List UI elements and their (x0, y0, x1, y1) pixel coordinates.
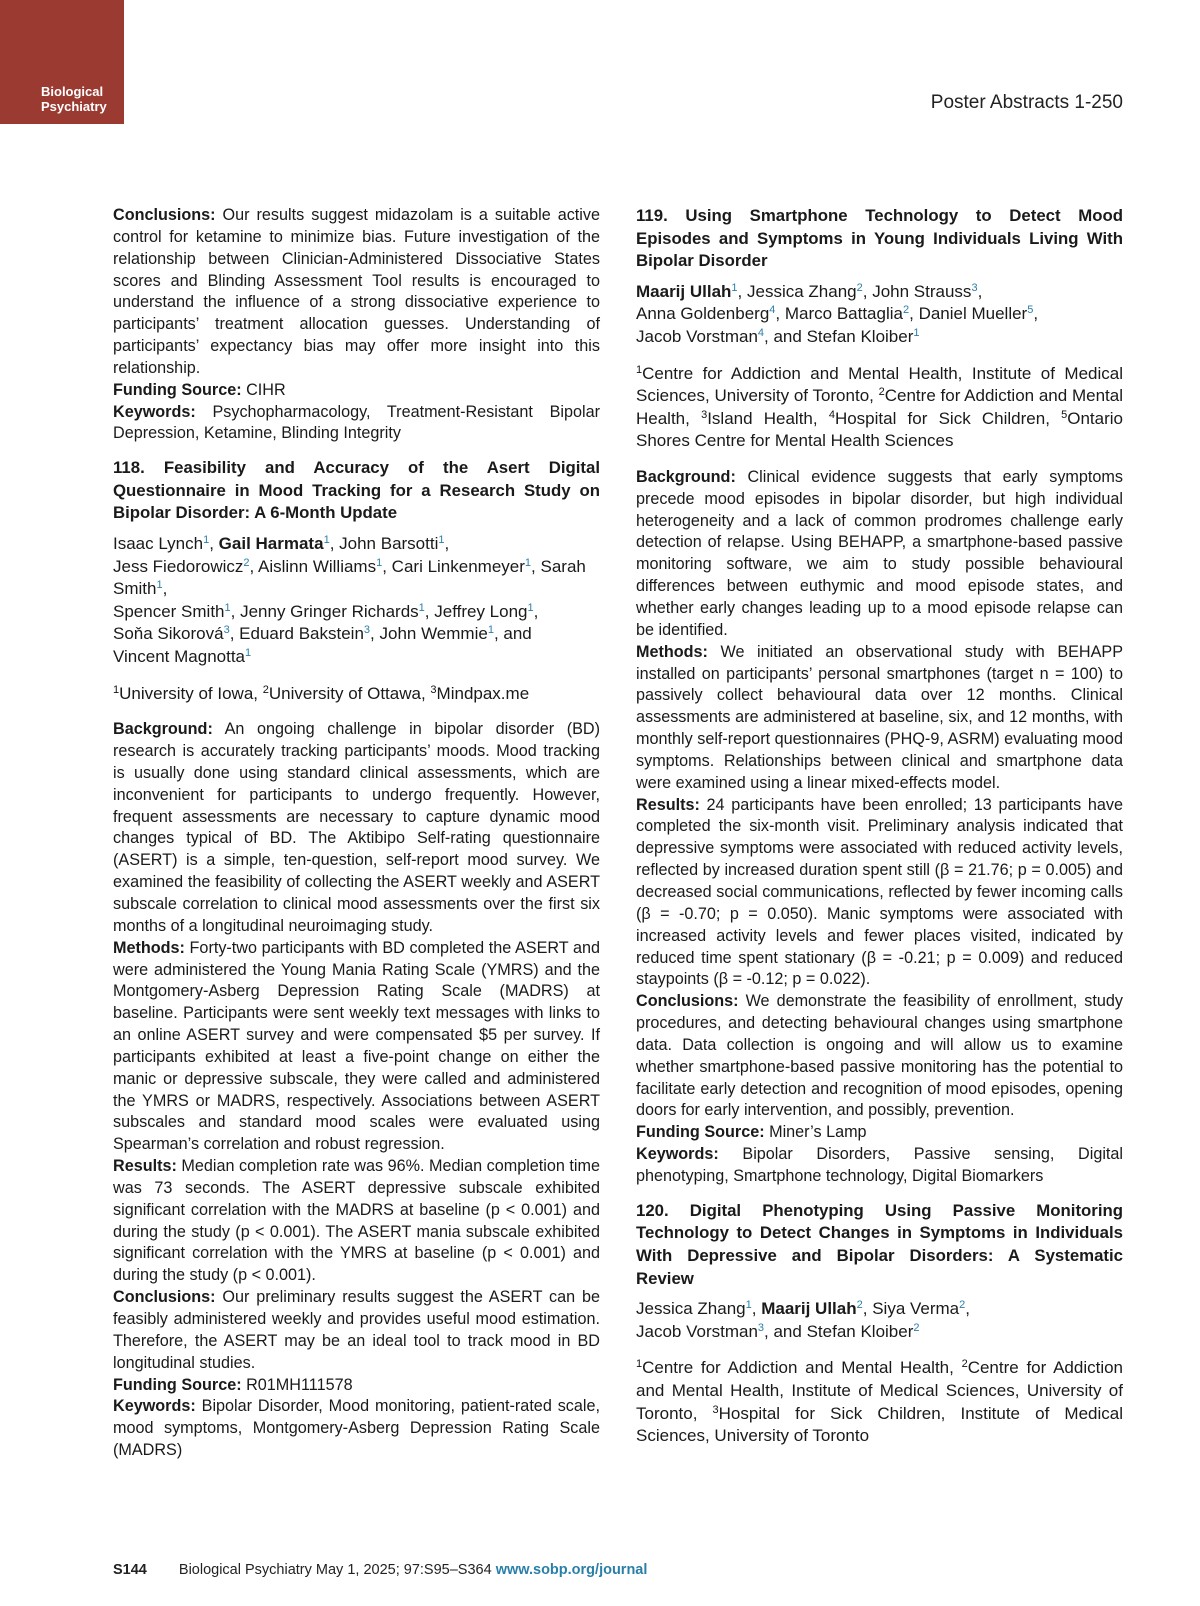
author-name: Vincent Magnotta (113, 647, 245, 667)
author-name: Cari Linkenmeyer (391, 556, 525, 576)
abstract-118-affiliations (113, 683, 600, 706)
author-separator: , and (764, 1321, 807, 1341)
prev-keywords: Keywords: Psychopharmacology, Treatment-Resistant Bipolar Depression, Ketamine, Blinding Integrity (113, 402, 600, 443)
affiliation-marker: 1 (636, 1358, 643, 1371)
abstract-118-keywords: Keywords: Bipolar Disorder, Mood monitoring, patient-rated scale, mood symptoms, Montgomery-Asberg Depression Rating Scale (MADRS) (113, 1397, 600, 1460)
author-separator: , (162, 579, 168, 599)
abstract-119-authors (636, 281, 1123, 349)
author-name: Jacob Vorstman (636, 326, 758, 346)
page-footer (113, 1562, 647, 1578)
author-affiliation-marker: 1 (156, 579, 163, 592)
author-affiliation-marker: 1 (745, 1299, 752, 1312)
affiliation-marker: 3 (430, 683, 437, 696)
affiliation-marker: 3 (701, 408, 708, 421)
author-affiliation-marker: 1 (524, 556, 532, 569)
author-affiliation-marker: 1 (224, 601, 231, 614)
journal-logo-line2: Psychiatry (41, 99, 107, 114)
author-affiliation-marker: 3 (971, 281, 978, 294)
affiliation-marker: 2 (878, 386, 885, 399)
author-affiliation-marker: 2 (856, 1299, 863, 1312)
author-name: Maarij Ullah (761, 1299, 857, 1319)
author-name: Stefan Kloiber (806, 1321, 914, 1341)
author-name: Jessica Zhang (636, 1299, 746, 1319)
abstract-118-results: Results: Median completion rate was 96%. Median completion time was 73 seconds. The ASERT depressive subscale exhibited significant correlation with the MADRS at baseline (p < 0.001) and during the study (p < 0.001). The ASERT mania subscale exhibited significant correlation with the YMRS at baseline (p < 0.001) and during the study (p < 0.001). (113, 1157, 600, 1285)
journal-citation: Biological Psychiatry May 1, 2025; 97:S95–S364 (178, 1562, 492, 1578)
author-name: Stefan Kloiber (806, 326, 914, 346)
author-name: Marco Battaglia (784, 304, 903, 324)
abstract-119-funding: Funding Source: Miner’s Lamp (636, 1123, 867, 1142)
author-affiliation-marker: 2 (856, 281, 863, 294)
author-name: Eduard Bakstein (239, 624, 364, 644)
author-name: Jessica Zhang (747, 281, 857, 301)
author-affiliation-marker: 1 (438, 534, 445, 547)
author-name: Jenny Gringer Richards (240, 601, 419, 621)
affiliation-marker: 3 (712, 1403, 719, 1416)
author-affiliation-marker: 5 (1027, 304, 1034, 317)
author-affiliation-marker: 3 (223, 624, 230, 637)
author-name: Anna Goldenberg (636, 304, 770, 324)
abstract-119-title: 119. Using Smartphone Technology to Detect Mood Episodes and Symptoms in Young Individuals Living With Bipolar Disorder (636, 206, 1123, 271)
author-separator: , (531, 556, 541, 576)
author-name: Daniel Mueller (918, 304, 1028, 324)
affiliation-marker: 1 (636, 363, 643, 376)
abstract-118-authors (113, 533, 600, 669)
author-affiliation-marker: 1 (418, 601, 425, 614)
author-affiliation-marker: 2 (243, 556, 250, 569)
abstract-118-funding: Funding Source: R01MH111578 (113, 1375, 353, 1394)
journal-link[interactable]: www.sobp.org/journal (495, 1562, 648, 1578)
author-affiliation-marker: 2 (913, 1321, 920, 1334)
author-name: John Barsotti (339, 534, 439, 554)
author-affiliation-marker: 4 (769, 304, 776, 317)
author-affiliation-marker: 1 (376, 556, 383, 569)
abstract-120-title: 120. Digital Phenotyping Using Passive Monitoring Technology to Detect Changes in Symptoms in Individuals With Depressive and Bipolar Disorders: A Systematic Review (636, 1200, 1123, 1288)
abstract-118-background: Background: An ongoing challenge in bipolar disorder (BD) research is accurately tracking participants’ moods. Mood tracking is usually done using standard clinical assessments, which are inconvenient for participants to undergo frequently. However, frequent assessments are necessary to capture dynamic mood changes typical of BD. The Aktibipo Self-rating questionnaire (ASERT) is a simple, ten-question, self-report mood survey. We examined the feasibility of collecting the ASERT weekly and ASERT subscale correlation to clinical mood assessments over the first six months of a longitudinal neuroimaging study. (113, 720, 600, 935)
affiliation-text: Ontario Shores Centre for Mental Health Sciences (636, 408, 1123, 451)
author-separator: , (862, 281, 873, 301)
affiliation-marker: 5 (1061, 408, 1068, 421)
right-column (636, 205, 1123, 1448)
affiliation-text: Centre for Addiction and Mental Health, Institute of Medical Sciences, University of Toronto, (636, 1358, 1124, 1423)
author-name: Jeffrey Long (434, 601, 528, 621)
author-affiliation-marker: 1 (913, 326, 920, 339)
author-affiliation-marker: 3 (363, 624, 371, 637)
affiliation-text: Mindpax.me (436, 683, 530, 703)
abstract-118-methods: Methods: Forty-two participants with BD completed the ASERT and were administered the Young Mania Rating Scale (YMRS) and the Montgomery-Asberg Depression Rating Scale (MADRS) at baseline. Participants were sent weekly text messages with links to an online ASERT survey and were compensated $5 per survey. If participants exhibited at least a five-point change on either the manic or depressive subscale, they were called and administered the YMRS or MADRS, respectively. Associations between ASERT subscales and standard mood scales were evaluated using Spearman’s correlation and robust regression. (113, 938, 600, 1154)
author-name: Sarah Smith (113, 556, 586, 599)
affiliation-text: Island Health, (707, 408, 829, 428)
abstract-119-conclusions: Conclusions: We demonstrate the feasibility of enrollment, study procedures, and detecting behavioural changes using smartphone data. Data collection is ongoing and will allow us to examine whether smartphone-based passive monitoring has the potential to facilitate early detection and recognition of mood episodes, opening doors for early intervention, and possibly, prevention. (636, 992, 1123, 1120)
abstract-119-results: Results: 24 participants have been enrolled; 13 participants have completed the six-month visit. Preliminary analysis indicated that depressive symptoms were associated with reduced activity levels, reflected by increased duration spent still (β = 21.76; p = 0.005) and decreased social communications, reflected by fewer incoming calls (β = -0.70; p = 0.050). Manic symptoms were associated with increased activity levels and fewer places visited, indicated by reduced time spent stationary (β = -0.21; p = 0.009) and reduced staypoints (β = -0.12; p = 0.022). (636, 795, 1123, 989)
page-number: S144 (113, 1562, 147, 1578)
section-title: Poster Abstracts 1-250 (930, 92, 1123, 113)
author-name: Siya Verma (872, 1299, 960, 1319)
author-affiliation-marker: 4 (757, 326, 765, 339)
abstract-119-background: Background: Clinical evidence suggests that early symptoms precede mood episodes in bipolar disorder, but high individual heterogeneity and a lack of common prodromes challenge early detection of relapse. Using BEHAPP, a smartphone-based passive monitoring software, we aim to study possible behavioural differences between euthymic and mood episode states, and whether early changes leading up to a mood episode relapse can be identified. (636, 467, 1123, 639)
journal-logo-line1: Biological (41, 84, 104, 99)
author-separator: , (444, 534, 450, 554)
author-affiliation-marker: 2 (902, 304, 910, 317)
author-affiliation-marker: 1 (323, 534, 330, 547)
affiliation-text: Centre for Addiction and Mental Health, Institute of Medical Sciences, University of Toronto, (636, 363, 1123, 406)
author-separator: , (965, 1299, 970, 1319)
author-name: John Wemmie (379, 624, 488, 644)
author-name: Isaac Lynch (113, 534, 204, 554)
author-separator: , (533, 601, 539, 621)
affiliation-text: University of Iowa, (119, 683, 263, 703)
abstract-118-conclusions: Conclusions: Our preliminary results suggest the ASERT can be feasibly administered weekly and provides useful mood estimation. Therefore, the ASERT may be an ideal tool to track mood in BD longitudinal studies. (113, 1288, 600, 1372)
author-name: Spencer Smith (113, 601, 225, 621)
author-affiliation-marker: 1 (245, 647, 252, 660)
author-separator: , (977, 281, 983, 301)
author-separator: , and (493, 624, 532, 644)
author-separator: , (862, 1299, 873, 1319)
affiliation-text: Centre for Addiction and Mental Health, (642, 1358, 962, 1378)
author-separator: , (370, 624, 380, 644)
author-separator: , (209, 534, 219, 554)
author-affiliation-marker: 1 (527, 601, 534, 614)
author-affiliation-marker: 1 (487, 624, 494, 637)
affiliation-marker: 1 (113, 683, 120, 696)
abstract-118-title: 118. Feasibility and Accuracy of the Asert Digital Questionnaire in Mood Tracking for a Research Study on Bipolar Disorder: A 6-Month Update (113, 458, 600, 523)
author-separator: , (249, 556, 259, 576)
author-affiliation-marker: 1 (203, 534, 210, 547)
prev-funding: Funding Source: CIHR (113, 380, 286, 399)
author-separator: , (424, 601, 435, 621)
author-separator: , (229, 624, 240, 644)
author-separator: , (230, 601, 241, 621)
author-name: Jess Fiedorowicz (113, 556, 244, 576)
affiliation-text: Hospital for Sick Children, Institute of Medical Sciences, University of Toronto (636, 1403, 1123, 1446)
affiliation-text: Hospital for Sick Children, (834, 408, 1062, 428)
author-separator: , (737, 281, 747, 301)
author-name: John Strauss (872, 281, 972, 301)
abstract-119-affiliations (636, 363, 1123, 453)
author-separator: , (775, 304, 785, 324)
author-separator: , (1033, 304, 1039, 324)
author-separator: , (909, 304, 919, 324)
affiliation-marker: 2 (262, 683, 269, 696)
abstract-120-authors (636, 1298, 1123, 1343)
author-affiliation-marker: 1 (731, 281, 738, 294)
author-name: Jacob Vorstman (636, 1321, 758, 1341)
abstract-119-methods: Methods: We initiated an observational study with BEHAPP installed on participants’ personal smartphones (target n = 100) to passively collect behavioural data over 12 months. Clinical assessments are administered at baseline, six, and 12 months, with monthly self-report questionnaires (PHQ-9, ASRM) evaluating mood symptoms. Relationships between clinical and smartphone data were examined using a linear mixed-effects model. (636, 642, 1123, 792)
affiliation-marker: 4 (828, 408, 835, 421)
author-affiliation-marker: 3 (757, 1321, 765, 1334)
prev-conclusions: Conclusions: Our results suggest midazolam is a suitable active control for ketamine to minimize bias. Future investigation of the relationship between Clinician-Administered Dissociative States scores and Blinding Assessment Tool results is encouraged to understand the influence of a strong dissociative experience to participants’ treatment allocation guesses. Understanding of participants’ expectancy bias may offer more insight into this relationship. (113, 206, 600, 377)
abstract-119-keywords: Keywords: Bipolar Disorders, Passive sensing, Digital phenotyping, Smartphone technology, Digital Biomarkers (636, 1145, 1124, 1185)
author-name: Gail Harmata (218, 534, 324, 554)
journal-logo (0, 0, 124, 124)
author-affiliation-marker: 2 (959, 1299, 966, 1312)
author-name: Soňa Sikorová (113, 624, 224, 644)
affiliation-marker: 2 (961, 1358, 968, 1371)
affiliation-text: Centre for Addiction and Mental Health, (636, 386, 1123, 428)
author-name: Aislinn Williams (258, 556, 377, 576)
abstract-120-affiliations (636, 1357, 1123, 1447)
author-separator: , (751, 1299, 762, 1319)
author-separator: , and (764, 326, 807, 346)
affiliation-text: University of Ottawa, (268, 683, 431, 703)
author-separator: , (329, 534, 340, 554)
author-separator: , (382, 556, 392, 576)
left-column (113, 205, 600, 1462)
author-name: Maarij Ullah (636, 281, 732, 301)
